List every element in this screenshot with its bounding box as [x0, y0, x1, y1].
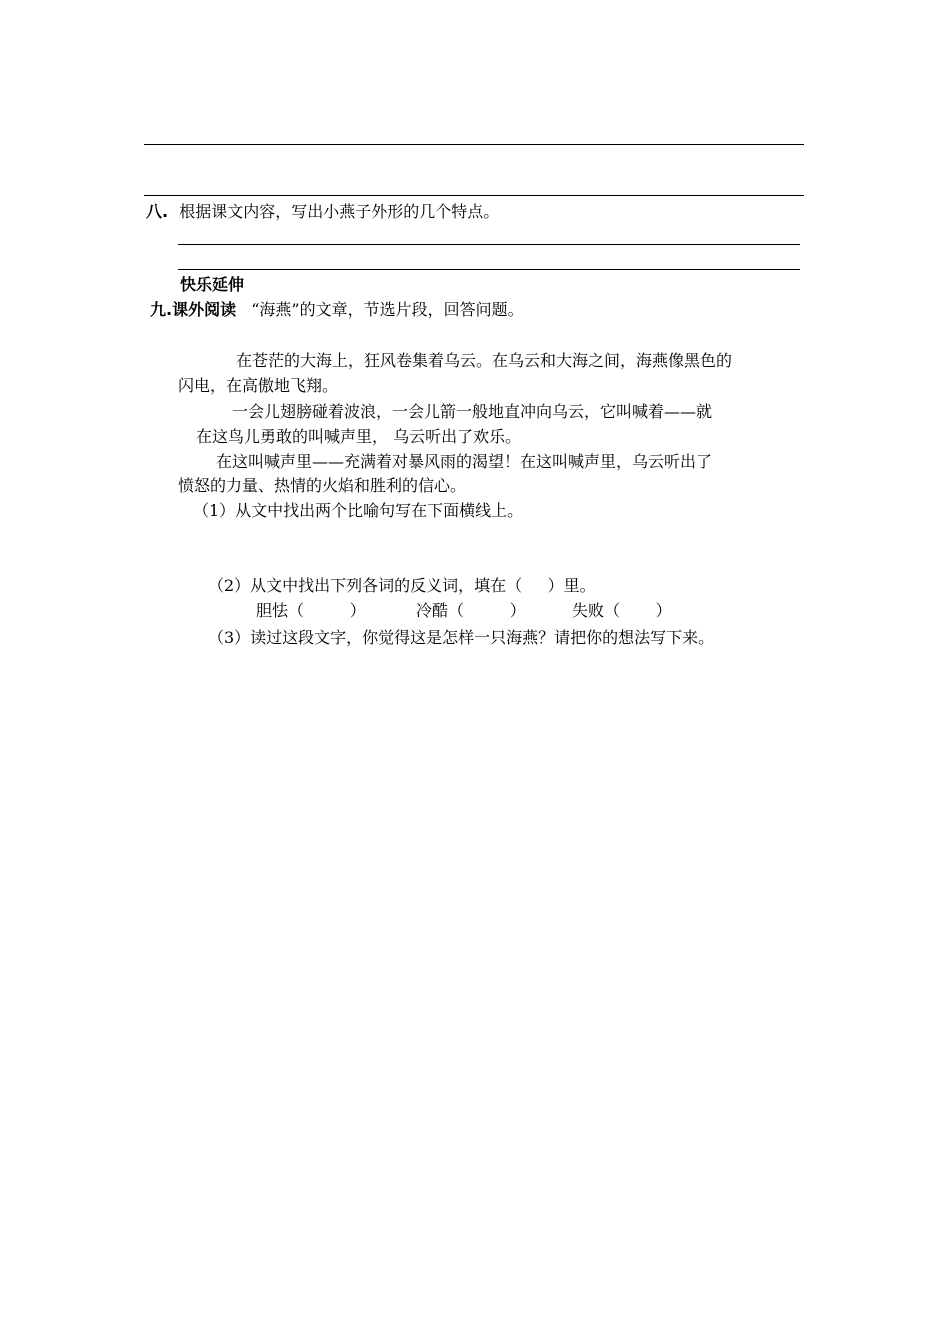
antonym-item: 冷酷（ ） — [416, 601, 526, 620]
question-9 — [150, 299, 524, 321]
passage-line: 愤怒的力量、热情的火焰和胜利的信心。 — [178, 476, 467, 495]
passage-line: 在苍茫的大海上，狂风卷集着乌云。在乌云和大海之间，海燕像黑色的 — [236, 351, 733, 370]
section-title: 快乐延伸 — [180, 275, 245, 294]
passage-line: 在这鸟儿勇敢的叫喊声里， 乌云听出了欢乐。 — [196, 427, 522, 446]
antonym-item: 胆怯（ ） — [256, 601, 366, 620]
question-8 — [146, 201, 499, 223]
passage-line: 一会儿翅膀碰着波浪，一会儿箭一般地直冲向乌云，它叫喊着——就 — [232, 402, 713, 421]
sub-question-3: （3）读过这段文字，你觉得这是怎样一只海燕？请把你的想法写下来。 — [208, 628, 715, 647]
answer-line — [178, 269, 800, 270]
answer-line — [178, 244, 800, 245]
answer-line — [144, 144, 804, 145]
sub-question-1: （1）从文中找出两个比喻句写在下面横线上。 — [193, 501, 524, 520]
question-number: 八. — [146, 202, 169, 221]
question-number: 九. — [150, 300, 173, 319]
passage-line: 闪电，在高傲地飞翔。 — [178, 376, 339, 395]
answer-line — [144, 195, 804, 196]
question-label: 课外阅读 — [172, 300, 237, 319]
antonym-item: 失败（ ） — [572, 601, 672, 620]
question-prompt: 根据课文内容，写出小燕子外形的几个特点。 — [179, 202, 500, 221]
sub-question-2: （2）从文中找出下列各词的反义词，填在（ ）里。 — [208, 576, 596, 595]
passage-line: 在这叫喊声里——充满着对暴风雨的渴望！在这叫喊声里，乌云听出了 — [216, 452, 713, 471]
question-prompt: “海燕”的文章，节选片段，回答问题。 — [251, 300, 524, 319]
